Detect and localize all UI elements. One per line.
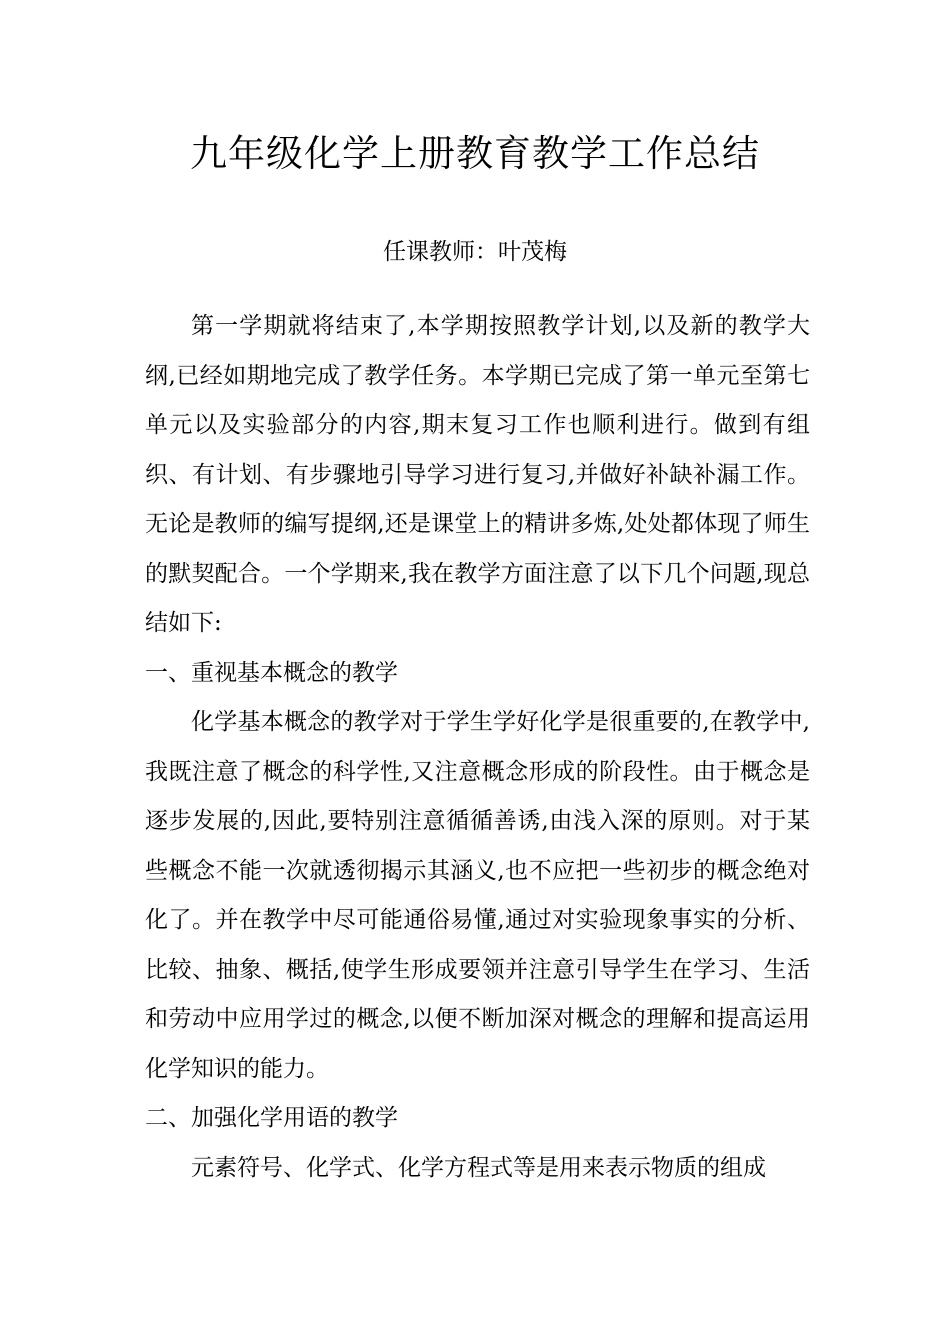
section-heading-1: 一、重视基本概念的教学	[145, 659, 398, 686]
section-heading-2: 二、加强化学用语的教学	[145, 1105, 398, 1131]
document-title: 九年级化学上册教育教学工作总结	[190, 132, 760, 175]
author-line: 任课教师：叶茂梅	[383, 239, 567, 265]
section-paragraph-2: 元素符号、化学式、化学方程式等是用来表示物质的组成	[191, 1154, 766, 1181]
intro-paragraph: 第一学期就将结束了,本学期按照教学计划,以及新的教学大纲,已经如期地完成了教学任务。本学期已完成了第一单元至第七单元以及实验部分的内容,期末复习工作也顺利进行。做到有组织、有计划、有步骤地引导学习进行复习,并做好补缺补漏工作。无论是教师的编写提纲,还是课堂上的精讲多炼,处处都体现了师生的默契配合。一个学期来,我在教学方面注意了以下几个问题,现总结如下:	[145, 313, 810, 636]
document-body	[145, 302, 810, 1193]
section-paragraph-1: 化学基本概念的教学对于学生学好化学是很重要的,在教学中,我既注意了概念的科学性,又注意概念形成的阶段性。由于概念是逐步发展的,因此,要特别注意循循善诱,由浅入深的原则。对于某些概念不能一次就透彻揭示其涵义,也不应把一些初步的概念绝对化了。并在教学中尽可能通俗易懂,通过对实验现象事实的分析、比较、抽象、概括,使学生形成要领并注意引导学生在学习、生活和劳动中应用学过的概念,以便不断加深对概念的理解和提高运用化学知识的能力。	[145, 709, 810, 1082]
